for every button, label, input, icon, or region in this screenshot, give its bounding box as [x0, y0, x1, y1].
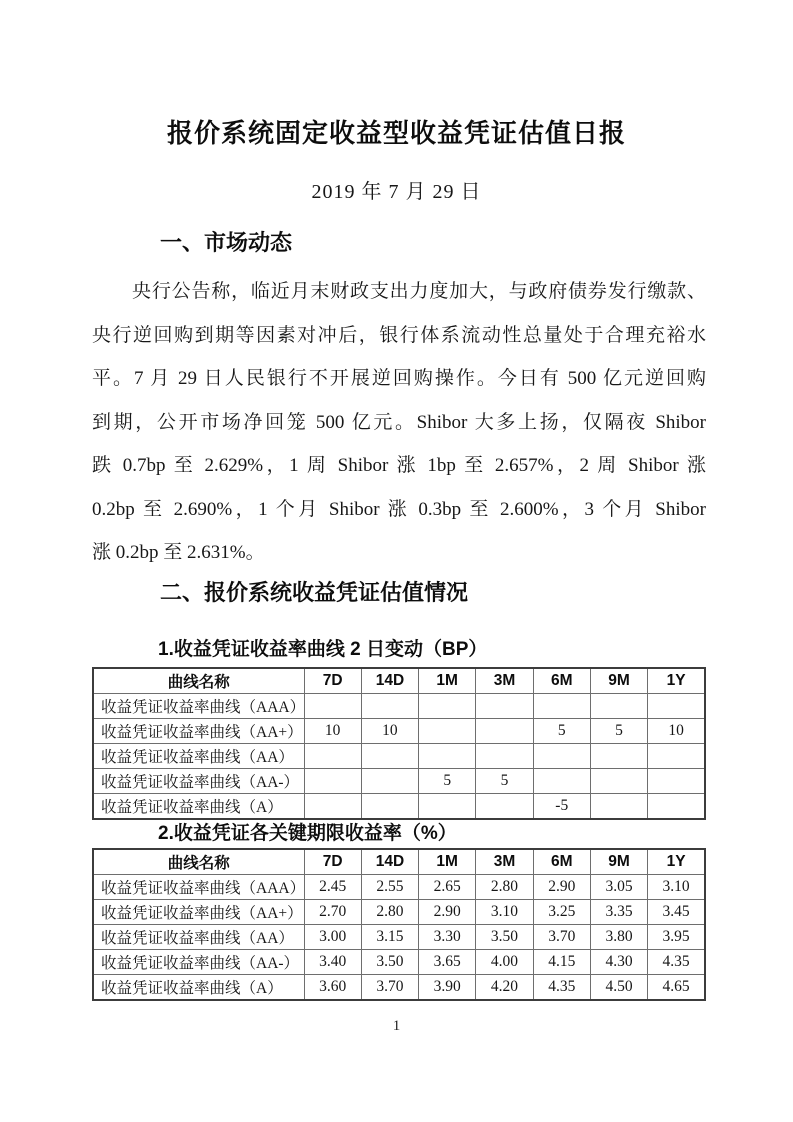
curve-name-cell: 收益凭证收益率曲线（AA-）: [93, 769, 304, 794]
paragraph-line: 平。7 月 29 日人民银行不开展逆回购操作。今日有 500 亿元逆回购: [92, 368, 706, 389]
yield-change-table: [92, 667, 706, 820]
curve-name-cell: 收益凭证收益率曲线（AA+）: [93, 719, 304, 744]
tenor-header: 1M: [419, 668, 476, 694]
value-cell: [533, 769, 590, 794]
key-tenor-yield-table: [92, 848, 706, 1001]
value-cell: 4.35: [533, 975, 590, 1001]
curve-name-cell: 收益凭证收益率曲线（AA+）: [93, 900, 304, 925]
value-cell: 3.10: [476, 900, 533, 925]
tenor-header: 1Y: [648, 668, 705, 694]
curve-name-cell: 收益凭证收益率曲线（AAA）: [93, 875, 304, 900]
value-cell: [533, 744, 590, 769]
tenor-header: 14D: [361, 849, 418, 875]
value-cell: [648, 794, 705, 820]
value-cell: [590, 744, 647, 769]
tenor-header: 14D: [361, 668, 418, 694]
value-cell: [648, 694, 705, 719]
table-header-row: [93, 849, 705, 875]
paragraph-line: 涨 0.2bp 至 2.631%。: [92, 542, 265, 563]
value-cell: 2.90: [419, 900, 476, 925]
paragraph-line: 到期，公开市场净回笼 500 亿元。Shibor 大多上扬，仅隔夜 Shibor: [92, 411, 706, 433]
tenor-header: 9M: [590, 849, 647, 875]
table-row: [93, 950, 705, 975]
value-cell: [533, 694, 590, 719]
value-cell: [476, 694, 533, 719]
table-row: [93, 975, 705, 1001]
value-cell: [590, 794, 647, 820]
curve-name-cell: 收益凭证收益率曲线（AA）: [93, 744, 304, 769]
value-cell: [476, 744, 533, 769]
table-row: [93, 875, 705, 900]
value-cell: [304, 794, 361, 820]
tenor-header: 6M: [533, 849, 590, 875]
table-row: [93, 694, 705, 719]
value-cell: 10: [648, 719, 705, 744]
curve-name-cell: 收益凭证收益率曲线（A）: [93, 975, 304, 1001]
value-cell: 4.35: [648, 950, 705, 975]
value-cell: [304, 744, 361, 769]
value-cell: [304, 769, 361, 794]
value-cell: [361, 744, 418, 769]
value-cell: 3.80: [590, 925, 647, 950]
table2-caption: 2.收益凭证各关键期限收益率（%）: [158, 823, 457, 844]
value-cell: [476, 794, 533, 820]
value-cell: [361, 769, 418, 794]
paragraph-line: 0.2bp 至 2.690%，1 个月 Shibor 涨 0.3bp 至 2.600%，3 个月 Shibor: [92, 498, 706, 520]
value-cell: 3.15: [361, 925, 418, 950]
value-cell: 3.50: [361, 950, 418, 975]
value-cell: -5: [533, 794, 590, 820]
value-cell: 4.65: [648, 975, 705, 1001]
value-cell: 3.50: [476, 925, 533, 950]
value-cell: 4.20: [476, 975, 533, 1001]
table-row: [93, 900, 705, 925]
value-cell: [476, 719, 533, 744]
paragraph-line: 跌 0.7bp 至 2.629%，1 周 Shibor 涨 1bp 至 2.657%，2 周 Shibor 涨: [92, 455, 706, 476]
value-cell: [419, 744, 476, 769]
value-cell: 3.70: [361, 975, 418, 1001]
value-cell: 5: [476, 769, 533, 794]
value-cell: 2.55: [361, 875, 418, 900]
value-cell: [648, 744, 705, 769]
value-cell: [419, 694, 476, 719]
table-row: [93, 925, 705, 950]
value-cell: 5: [419, 769, 476, 794]
value-cell: 4.15: [533, 950, 590, 975]
paragraph-line: 央行公告称，临近月末财政支出力度加大，与政府债券发行缴款、: [132, 281, 706, 302]
value-cell: 5: [590, 719, 647, 744]
value-cell: 2.70: [304, 900, 361, 925]
value-cell: [590, 769, 647, 794]
value-cell: 3.65: [419, 950, 476, 975]
value-cell: [419, 794, 476, 820]
value-cell: 3.40: [304, 950, 361, 975]
value-cell: [419, 719, 476, 744]
page-number: 1: [392, 1018, 401, 1034]
curve-name-header: 曲线名称: [93, 668, 304, 694]
tenor-header: 9M: [590, 668, 647, 694]
value-cell: 3.30: [419, 925, 476, 950]
section-heading-market: 一、市场动态: [160, 230, 293, 255]
curve-name-header: 曲线名称: [93, 849, 304, 875]
paragraph-line: 央行逆回购到期等因素对冲后，银行体系流动性总量处于合理充裕水: [92, 324, 706, 346]
table-header-row: [93, 668, 705, 694]
tenor-header: 7D: [304, 849, 361, 875]
tenor-header: 3M: [476, 668, 533, 694]
value-cell: 3.70: [533, 925, 590, 950]
page-title: 报价系统固定收益型收益凭证估值日报: [166, 118, 626, 148]
section-heading-valuation: 二、报价系统收益凭证估值情况: [160, 580, 469, 605]
value-cell: 10: [304, 719, 361, 744]
value-cell: 4.50: [590, 975, 647, 1001]
value-cell: 5: [533, 719, 590, 744]
value-cell: 3.05: [590, 875, 647, 900]
value-cell: 3.25: [533, 900, 590, 925]
value-cell: 2.80: [476, 875, 533, 900]
curve-name-cell: 收益凭证收益率曲线（AAA）: [93, 694, 304, 719]
tenor-header: 1Y: [648, 849, 705, 875]
tenor-header: 6M: [533, 668, 590, 694]
report-date: 2019 年 7 月 29 日: [311, 181, 482, 203]
table-row: [93, 794, 705, 820]
value-cell: 2.90: [533, 875, 590, 900]
value-cell: 4.00: [476, 950, 533, 975]
value-cell: 10: [361, 719, 418, 744]
value-cell: 3.35: [590, 900, 647, 925]
value-cell: 3.10: [648, 875, 705, 900]
tenor-header: 3M: [476, 849, 533, 875]
value-cell: 3.95: [648, 925, 705, 950]
value-cell: 4.30: [590, 950, 647, 975]
value-cell: 3.90: [419, 975, 476, 1001]
tenor-header: 7D: [304, 668, 361, 694]
value-cell: 2.45: [304, 875, 361, 900]
table-row: [93, 744, 705, 769]
value-cell: 3.45: [648, 900, 705, 925]
value-cell: 3.60: [304, 975, 361, 1001]
curve-name-cell: 收益凭证收益率曲线（AA-）: [93, 950, 304, 975]
value-cell: 3.00: [304, 925, 361, 950]
tenor-header: 1M: [419, 849, 476, 875]
table1-caption: 1.收益凭证收益率曲线 2 日变动（BP）: [158, 639, 488, 660]
value-cell: [361, 794, 418, 820]
value-cell: 2.65: [419, 875, 476, 900]
curve-name-cell: 收益凭证收益率曲线（A）: [93, 794, 304, 820]
table-row: [93, 719, 705, 744]
value-cell: [361, 694, 418, 719]
value-cell: [648, 769, 705, 794]
curve-name-cell: 收益凭证收益率曲线（AA）: [93, 925, 304, 950]
value-cell: 2.80: [361, 900, 418, 925]
table-row: [93, 769, 705, 794]
value-cell: [304, 694, 361, 719]
market-commentary: [92, 270, 706, 575]
value-cell: [590, 694, 647, 719]
